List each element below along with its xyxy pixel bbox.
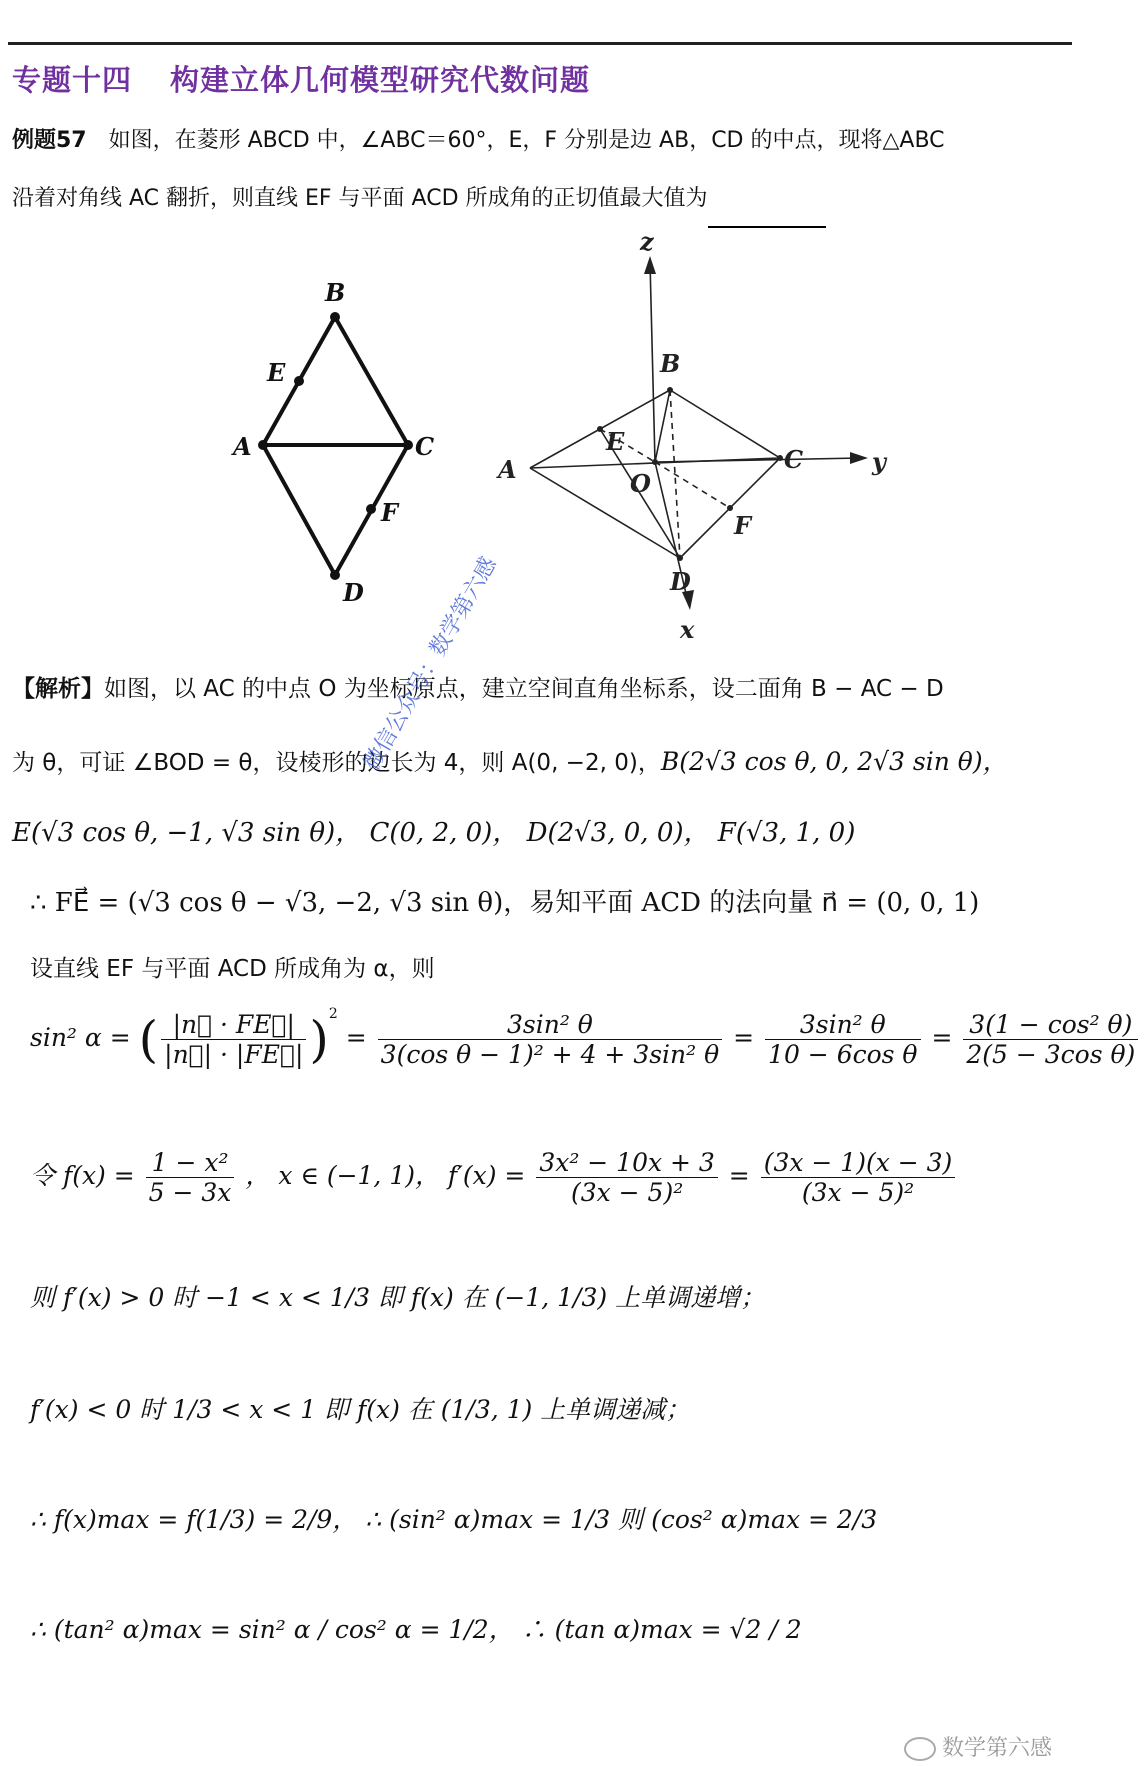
- label-e: E: [606, 427, 625, 456]
- brand-name: 数学第六感: [941, 1736, 1052, 1761]
- page-title: [12, 58, 590, 99]
- label-e: E: [267, 358, 286, 387]
- eq1-frac-c: $\frac{\text{3sin² θ}}{\text{10 − 6cos θ}}$: [765, 1010, 920, 1069]
- problem-label: 例题57: [12, 128, 87, 153]
- equation-fx: 令 f(x) = $\frac{\text{1 − x²}}{5 - 3x}$ ， x ∈ (−1, 1)， f′(x) = $\frac{\text{3x² − 10x + 3}}{\text{(3x − 5)²}}$ = $\frac{(3x - 1)(x - 3)}{\text{(3x − 5)²}}$: [30, 1148, 958, 1207]
- eq2-mid: ， x ∈ (−1, 1)， f′(x) =: [245, 1161, 526, 1190]
- eq1-lhs: sin² α =: [30, 1023, 131, 1052]
- label-d: D: [670, 567, 691, 596]
- point-c: [777, 455, 783, 461]
- z-arrow: [644, 256, 656, 274]
- point-f: [727, 505, 733, 511]
- label-o: O: [630, 469, 651, 498]
- solution-line-2: [12, 742, 1008, 778]
- label-f: F: [734, 511, 752, 540]
- wechat-icon: [904, 1737, 936, 1761]
- eq2-pre: 令 f(x) =: [30, 1161, 135, 1190]
- problem-statement: [12, 112, 1072, 228]
- label-x: x: [680, 615, 695, 644]
- point-b: [667, 387, 673, 393]
- edge-ad: [530, 468, 680, 558]
- eq2-frac-a: $\frac{\text{1 − x²}}{5 - 3x}$: [146, 1148, 235, 1207]
- solution-line-max: ∴ f(x)max = f(1/3) = 2/9， ∴ (sin² α)max = 1/3 则 (cos² α)max = 2/3: [30, 1505, 878, 1534]
- point-d: [677, 555, 683, 561]
- eq1-frac-b: $\frac{\text{3sin² θ}}{\text{3(cos θ − 1)² + 4 + 3sin² θ}}$: [378, 1010, 723, 1069]
- label-d: D: [343, 578, 364, 607]
- label-f: F: [381, 498, 399, 527]
- watermark: 微信公众号：数学第六感: [359, 552, 502, 775]
- brand-footer: [904, 1731, 1052, 1762]
- solution-line-3: E(√3 cos θ, −1, √3 sin θ)， C(0, 2, 0)， D(2√3, 0, 0)， F(√3, 1, 0): [12, 818, 856, 848]
- segment-of: [655, 462, 730, 508]
- topic-title: 构建立体几何模型研究代数问题: [170, 63, 591, 97]
- eq1-frac-d: $\frac{\text{3(1 − cos² θ)}}{\text{2(5 − 3cos θ)}}$: [963, 1010, 1138, 1069]
- point-o: [652, 459, 658, 465]
- label-a: A: [498, 455, 517, 484]
- segment-ob: [655, 390, 670, 462]
- solution-text-1: 如图，以 AC 的中点 O 为坐标原点，建立空间直角坐标系，设二面角 B − AC − D: [104, 676, 944, 702]
- answer-blank: [708, 204, 826, 228]
- solution-line-increase: 则 f′(x) > 0 时 −1 < x < 1/3 即 f(x) 在 (−1, 1/3) 上单调递增；: [30, 1283, 766, 1312]
- solution-head: 【解析】: [12, 676, 104, 702]
- solution-line-5: 设直线 EF 与平面 ACD 所成角为 α，则: [30, 956, 435, 982]
- top-rule: [8, 42, 1072, 45]
- label-z: z: [640, 227, 654, 256]
- label-b: B: [325, 278, 346, 307]
- point-f: [366, 504, 376, 514]
- point-e: [597, 426, 603, 432]
- label-a: A: [233, 432, 252, 461]
- equation-sin2alpha: sin² α = ( $\frac{|n⃗ \cdot FE⃗|}{|n⃗| \cdot |FE⃗|}$ )$^2$ = $\frac{\text{3sin² θ}}{\text{3(cos θ − 1)² + 4 + 3sin² θ}}$ = $\frac{\text{3sin² θ}}{\text{10 − 6cos θ}}$ = $\frac{\text{3(1 − cos² θ)}}{\text{2(5 − 3cos θ)}}$: [30, 1006, 1141, 1069]
- edge-bc: [335, 317, 408, 445]
- problem-text-2: 沿着对角线 AC 翻折，则直线 EF 与平面 ACD 所成角的正切值最大值为: [12, 186, 708, 211]
- y-arrow: [850, 452, 868, 464]
- coordinate-figure: [490, 227, 910, 650]
- rhombus-figure: [225, 265, 455, 605]
- point-a: [258, 440, 268, 450]
- edge-bc: [670, 390, 780, 458]
- problem-text-1: 如图，在菱形 ABCD 中，∠ABC＝60°，E，F 分别是边 AB，CD 的中点，现将△ABC: [108, 128, 945, 153]
- eq2-frac-c: $\frac{(3x - 1)(x - 3)}{\text{(3x − 5)²}}$: [761, 1148, 956, 1207]
- solution-text-2b: B(2√3 cos θ, 0, 2√3 sin θ)，: [660, 747, 1008, 776]
- point-e: [294, 376, 304, 386]
- solution-line-tan: ∴ (tan² α)max = sin² α / cos² α = 1/2， ∴ (tan α)max = √2 / 2: [30, 1615, 802, 1644]
- point-b: [330, 312, 340, 322]
- eq2-frac-b: $\frac{\text{3x² − 10x + 3}}{\text{(3x − 5)²}}$: [536, 1148, 718, 1207]
- point-d: [330, 570, 340, 580]
- label-c: C: [415, 432, 435, 461]
- topic-label: 专题十四: [12, 63, 133, 97]
- eq1-frac-a: $\frac{|n⃗ \cdot FE⃗|}{|n⃗| \cdot |FE⃗|}$: [161, 1010, 306, 1069]
- label-y: y: [872, 447, 886, 476]
- z-axis: [650, 262, 655, 462]
- solution-line-4: ∴ FE⃗ = (√3 cos θ − √3, −2, √3 sin θ)，易知平面 ACD 的法向量 n⃗ = (0, 0, 1): [30, 888, 980, 918]
- solution-line-1: [12, 670, 944, 703]
- solution-line-decrease: f′(x) < 0 时 1/3 < x < 1 即 f(x) 在 (1/3, 1) 上单调递减；: [30, 1395, 691, 1424]
- point-c: [403, 440, 413, 450]
- label-c: C: [784, 445, 804, 474]
- solution-text-2a: 为 θ，可证 ∠BOD = θ，设棱形的边长为 4，则 A(0, −2, 0)，: [12, 750, 661, 776]
- edge-ad: [263, 445, 335, 575]
- label-b: B: [660, 349, 681, 378]
